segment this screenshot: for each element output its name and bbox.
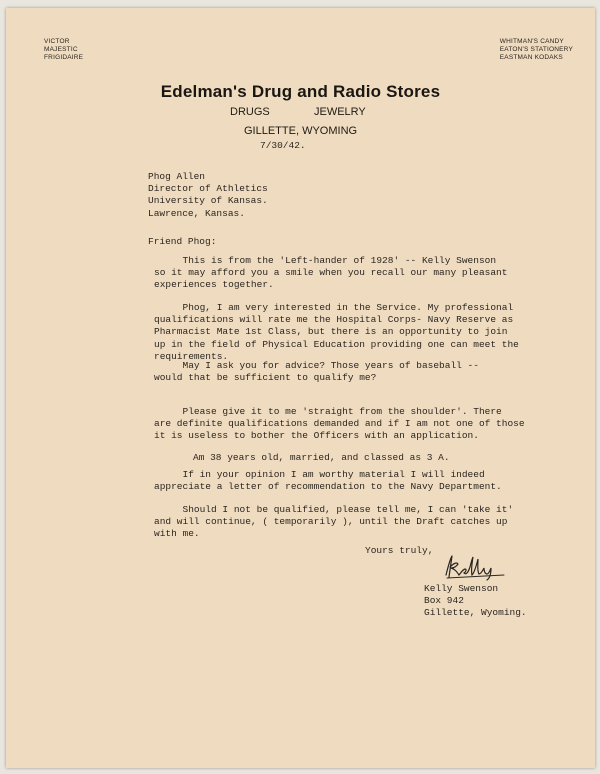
paragraph-5: Am 38 years old, married, and classed as 3 A. [193,452,450,463]
handwritten-signature [442,553,512,581]
paragraph-2: Phog, I am very interested in the Service. My professional qualifications will rate me the Hospital Corps- Navy Reserve as Pharmacist Mate 1st Class, but there is an opportunity to join up in the field of Physical Education providing one can meet the requirements. [154,302,519,362]
paragraph-6: If in your opinion I am worthy material I will indeed appreciate a letter of recommendation to the Navy Department. [154,469,502,493]
letter-sheet [6,8,595,768]
brand-item: EATON'S STATIONERY [499,46,573,53]
addressee-block: Phog Allen Director of Athletics University of Kansas. Lawrence, Kansas. [148,171,268,219]
letterhead-brands-left [44,38,83,62]
brand-item: VICTOR [44,38,70,45]
paragraph-4: Please give it to me 'straight from the shoulder'. There are definite qualifications demanded and if I am not one of those it is useless to bother the Officers with an application. [154,406,525,442]
store-town: GILLETTE, WYOMING [244,125,358,137]
letterhead-brands-right [500,38,573,62]
salutation: Friend Phog: [148,236,217,247]
letter-date: 7/30/42. [260,140,306,151]
signer-block: Kelly Swenson Box 942 Gillette, Wyoming. [424,583,527,619]
brand-item: WHITMAN'S CANDY [499,38,564,45]
paragraph-3: May I ask you for advice? Those years of baseball -- would that be sufficient to qualify me? [154,360,479,384]
paragraph-7: Should I not be qualified, please tell me, I can 'take it' and will continue, ( temporarily ), until the Draft catches up with me. [154,504,514,540]
brand-item: FRIGIDAIRE [44,54,84,61]
brand-item: MAJESTIC [44,46,78,53]
paragraph-1: This is from the 'Left-hander of 1928' -- Kelly Swenson so it may afford you a smile when you recall our many pleasant experiences together. [154,255,508,291]
store-name: Edelman's Drug and Radio Stores [160,82,441,101]
store-line-jewelry: JEWELRY [314,106,366,118]
brand-item: EASTMAN KODAKS [499,54,563,61]
store-line-drugs: DRUGS [230,106,270,118]
closing: Yours truly, [365,545,434,556]
